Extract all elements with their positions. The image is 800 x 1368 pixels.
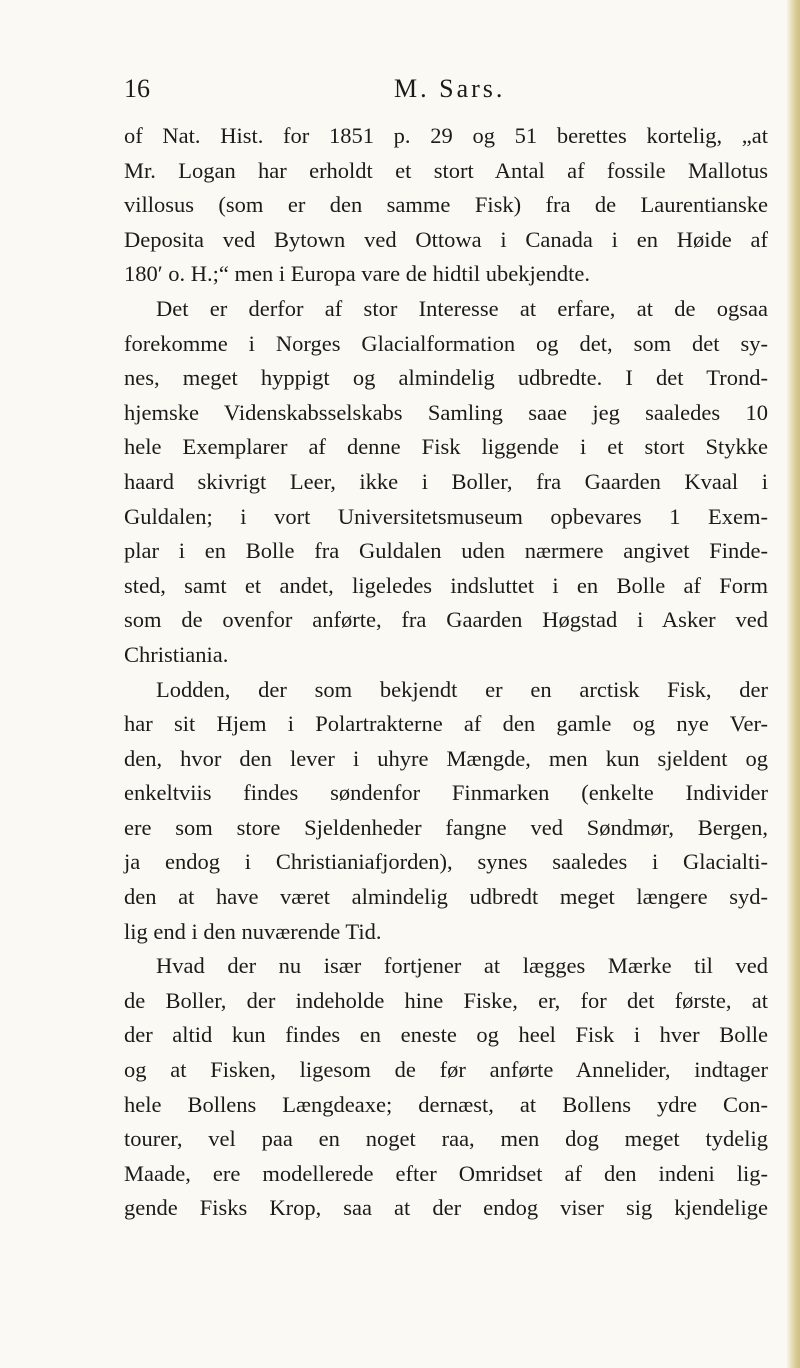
text-line: hele Bollens Længdeaxe; dernæst, at Bollens ydre Con- (124, 1091, 768, 1117)
text-line: den at have været almindelig udbredt meget længere syd- (124, 884, 768, 910)
text-line: Guldalen; i vort Universitetsmuseum opbevares 1 Exem- (124, 503, 768, 529)
text-line: ere som store Sjeldenheder fangne ved Søndmør, Bergen, (124, 814, 768, 840)
text-line: Hvad der nu især fortjener at lægges Mærke til ved (156, 953, 768, 979)
text-line: de Boller, der indeholde hine Fiske, er, for det første, at (124, 987, 768, 1013)
text-line: Mr. Logan har erholdt et stort Antal af fossile Mallotus (124, 157, 768, 183)
text-line: der altid kun findes en eneste og heel Fisk i hver Bolle (124, 1022, 768, 1048)
text-line: har sit Hjem i Polartrakterne af den gamle og nye Ver- (124, 711, 768, 737)
text-line: of Nat. Hist. for 1851 p. 29 og 51 berettes kortelig, „at (124, 123, 768, 148)
text-line: gende Fisks Krop, saa at der endog viser sig kjendelige (124, 1195, 768, 1221)
text-line: haard skivrigt Leer, ikke i Boller, fra Gaarden Kvaal i (124, 468, 768, 494)
text-line: hjemske Videnskabsselskabs Samling saae jeg saaledes 10 (124, 399, 768, 425)
text-line: plar i en Bolle fra Guldalen uden nærmere angivet Finde- (124, 538, 768, 564)
text-line: Maade, ere modellerede efter Omridset af den indeni lig- (124, 1160, 768, 1186)
text-line: den, hvor den lever i uhyre Mængde, men kun sjeldent og (124, 745, 768, 771)
text-line: forekomme i Norges Glacialformation og det, som det sy- (124, 330, 768, 356)
text-line: Christiania. (124, 641, 229, 667)
text-line: lig end i den nuværende Tid. (124, 918, 382, 944)
page-edge-shadow (786, 0, 800, 1368)
body-text (124, 119, 768, 1226)
text-line: Deposita ved Bytown ved Ottowa i Canada i en Høide af (124, 226, 768, 252)
page-header (0, 74, 800, 114)
text-line: villosus (som er den samme Fisk) fra de Laurentianske (124, 192, 768, 218)
text-line: Det er derfor af stor Interesse at erfare, at de ogsaa (156, 295, 768, 321)
text-line: hele Exemplarer af denne Fisk liggende i et stort Stykke (124, 434, 768, 460)
text-line: ja endog i Christianiafjorden), synes saaledes i Glacialti- (124, 849, 768, 875)
page-number: 16 (124, 74, 150, 103)
text-line: sted, samt et andet, ligeledes indsluttet i en Bolle af Form (124, 572, 768, 598)
running-head: M. Sars. (394, 74, 506, 103)
text-line: som de ovenfor anførte, fra Gaarden Høgstad i Asker ved (124, 607, 768, 633)
text-line: nes, meget hyppigt og almindelig udbredte. I det Trond- (124, 365, 768, 391)
text-line: enkeltviis findes søndenfor Finmarken (enkelte Individer (124, 780, 768, 806)
text-line: 180′ o. H.;“ men i Europa vare de hidtil ubekjendte. (124, 261, 591, 287)
text-line: tourer, vel paa en noget raa, men dog meget tydelig (124, 1126, 768, 1152)
text-line: Lodden, der som bekjendt er en arctisk Fisk, der (156, 676, 768, 702)
text-line: og at Fisken, ligesom de før anførte Annelider, indtager (124, 1057, 768, 1083)
